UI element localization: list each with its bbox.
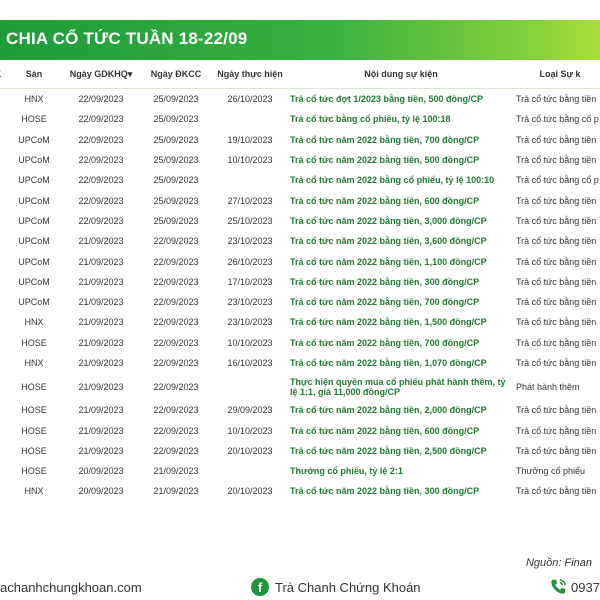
table-row[interactable]	[0, 190, 600, 210]
cell-ex-date: 21/09/2023	[78, 297, 124, 308]
cell-event-type: Trả cổ tức bằng tiền	[516, 358, 597, 368]
cell-event-type: Trả cổ tức bằng tiền	[516, 134, 597, 145]
cell-event-content: Trả cổ tức năm 2022 bằng tiền, 2,000 đồng/CP	[290, 405, 487, 416]
cell-exchange: HOSE	[21, 425, 47, 436]
cell-ex-date: 21/09/2023	[78, 358, 124, 368]
table-row[interactable]	[0, 109, 600, 129]
table-row[interactable]	[0, 420, 600, 440]
cell-exchange: UPCoM	[18, 236, 50, 247]
cell-event-type: Trả cổ tức bằng tiền	[516, 486, 597, 497]
cell-record-date: 22/09/2023	[153, 297, 199, 308]
cell-pay-date	[212, 109, 288, 129]
cell-exchange: UPCoM	[18, 175, 50, 186]
table-row[interactable]	[0, 170, 600, 190]
cell-ex-date: 20/09/2023	[78, 486, 124, 497]
cell-pay-date: 10/10/2023	[227, 425, 273, 436]
cell-ex-date: 22/09/2023	[78, 94, 124, 105]
cell-ex-date: 21/09/2023	[78, 276, 124, 287]
cell-event-type: Trả cổ tức bằng tiền	[516, 155, 597, 166]
facebook-icon: f	[251, 578, 269, 596]
table-row[interactable]	[0, 373, 600, 400]
cell-record-date: 25/09/2023	[153, 195, 199, 206]
cell-pay-date: 26/10/2023	[227, 256, 273, 267]
table-body	[0, 89, 600, 502]
cell-event-type: Trả cổ tức bằng tiền	[516, 276, 597, 287]
cell-ex-date: 21/09/2023	[78, 317, 124, 328]
cell-event-content: Trả cổ tức năm 2022 bằng tiền, 1,070 đồng/CP	[290, 358, 487, 368]
cell-event-type: Trả cổ tức bằng tiền	[516, 405, 597, 416]
table-row[interactable]	[0, 130, 600, 150]
cell-event-content: Trả cổ tức năm 2022 bằng tiền, 600 đồng/CP	[290, 425, 480, 436]
cell-ex-date: 22/09/2023	[78, 195, 124, 206]
cell-exchange: HOSE	[21, 445, 47, 456]
table-row[interactable]	[0, 481, 600, 501]
source-note: Nguồn: Finan	[525, 557, 592, 569]
cell-event-content: Trả cổ tức năm 2022 bằng tiền, 700 đồng/CP	[290, 134, 480, 145]
cell-record-date: 22/09/2023	[153, 358, 199, 368]
cell-event-content: Trả cổ tức năm 2022 bằng tiền, 300 đồng/CP	[290, 486, 480, 497]
cell-ex-date: 21/09/2023	[78, 425, 124, 436]
cell-event-type: Trả cổ tức bằng cổ p	[516, 175, 599, 186]
cell-exchange: UPCoM	[18, 155, 50, 166]
cell-exchange: HNX	[24, 358, 44, 368]
table-row[interactable]	[0, 251, 600, 271]
table-row[interactable]	[0, 150, 600, 170]
cell-pay-date: 10/10/2023	[227, 155, 273, 166]
header-ex-date[interactable]: Ngày GDKHQ▾	[62, 60, 140, 89]
cell-exchange: HOSE	[21, 381, 47, 392]
header-event-content: Nội dung sự kiện	[288, 60, 514, 89]
cell-ex-date: 22/09/2023	[78, 134, 124, 145]
header-pay-date: Ngày thực hiện	[212, 60, 288, 89]
header-event-type: Loại Sự k	[514, 60, 600, 89]
cell-record-date: 22/09/2023	[153, 236, 199, 247]
cell-event-type: Trả cổ tức bằng tiền	[516, 236, 597, 247]
table-row[interactable]	[0, 461, 600, 481]
cell-pay-date: 20/10/2023	[227, 486, 273, 497]
cell-record-date: 25/09/2023	[153, 114, 199, 125]
cell-event-content: Trả cổ tức năm 2022 bằng tiền, 500 đồng/CP	[290, 155, 480, 166]
cell-pay-date	[212, 461, 288, 481]
cell-ex-date: 22/09/2023	[78, 114, 124, 125]
cell-record-date: 22/09/2023	[153, 276, 199, 287]
cell-record-date: 25/09/2023	[153, 134, 199, 145]
cell-pay-date: 20/10/2023	[227, 445, 273, 456]
cell-ex-date: 21/09/2023	[78, 337, 124, 348]
cell-event-type: Trả cổ tức bằng tiền	[516, 317, 597, 328]
table-row[interactable]	[0, 89, 600, 110]
cell-pay-date: 16/10/2023	[227, 358, 273, 368]
cell-event-content: Trả cổ tức đợt 1/2023 bằng tiền, 500 đồng/CP	[290, 94, 483, 105]
cell-event-type: Trả cổ tức bằng tiền	[516, 337, 597, 348]
cell-record-date: 22/09/2023	[153, 425, 199, 436]
cell-event-type: Trả cổ tức bằng tiền	[516, 445, 597, 456]
cell-event-content: Trả cổ tức năm 2022 bằng tiền, 2,500 đồng/CP	[290, 445, 487, 456]
cell-event-content: Trả cổ tức năm 2022 bằng tiền, 700 đồng/CP	[290, 337, 480, 348]
cell-event-content: Trả cổ tức năm 2022 bằng cổ phiếu, tỷ lệ 100:10	[290, 175, 495, 186]
cell-record-date: 22/09/2023	[153, 337, 199, 348]
cell-ex-date: 21/09/2023	[78, 405, 124, 416]
table-row[interactable]	[0, 400, 600, 420]
cell-event-type: Trả cổ tức bằng tiền	[516, 195, 597, 206]
cell-exchange: HOSE	[21, 114, 47, 125]
table-row[interactable]	[0, 441, 600, 461]
cell-record-date: 25/09/2023	[153, 175, 199, 186]
cell-pay-date: 29/09/2023	[227, 405, 273, 416]
cell-exchange: HOSE	[21, 337, 47, 348]
cell-ex-date: 21/09/2023	[78, 236, 124, 247]
cell-event-type: Trả cổ tức bằng cổ p	[516, 114, 599, 125]
cell-event-type: Thưởng cổ phiếu	[516, 466, 585, 477]
cell-pay-date: 19/10/2023	[227, 134, 273, 145]
cell-event-type: Trả cổ tức bằng tiền	[516, 215, 597, 226]
table-row[interactable]	[0, 312, 600, 332]
cell-record-date: 25/09/2023	[153, 215, 199, 226]
cell-record-date: 21/09/2023	[153, 486, 199, 497]
cell-ex-date: 21/09/2023	[78, 256, 124, 267]
cell-pay-date: 26/10/2023	[227, 94, 273, 105]
cell-ex-date: 21/09/2023	[78, 381, 124, 392]
title-banner	[0, 20, 600, 60]
cell-exchange: UPCoM	[18, 134, 50, 145]
cell-ex-date: 22/09/2023	[78, 155, 124, 166]
cell-event-type: Phát hành thêm	[516, 381, 580, 392]
cell-event-content: Trả cổ tức năm 2022 bằng tiền, 600 đồng/CP	[290, 195, 480, 206]
cell-ex-date: 22/09/2023	[78, 215, 124, 226]
cell-exchange: UPCoM	[18, 256, 50, 267]
cell-event-content: Thực hiện quyền mua cổ phiếu phát hành thêm, tỷ lệ 1:1, giá 11,000 đồng/CP	[290, 376, 506, 397]
cell-pay-date: 23/10/2023	[227, 297, 273, 308]
footer	[0, 575, 600, 600]
cell-exchange: HOSE	[21, 466, 47, 477]
dividend-table-wrapper	[0, 60, 600, 502]
cell-event-type: Trả cổ tức bằng tiền	[516, 425, 597, 436]
table-row[interactable]	[0, 333, 600, 353]
cell-exchange: HNX	[24, 317, 44, 328]
cell-event-content: Trả cổ tức bằng cổ phiếu, tỷ lệ 100:18	[290, 114, 451, 125]
footer-facebook-link[interactable]: Trà Chanh Chứng Khoán	[275, 580, 421, 595]
cell-pay-date: 23/10/2023	[227, 317, 273, 328]
cell-exchange: HNX	[24, 486, 44, 497]
cell-pay-date	[212, 373, 288, 400]
cell-pay-date: 27/10/2023	[227, 195, 273, 206]
cell-pay-date: 17/10/2023	[227, 276, 273, 287]
cell-event-content: Trả cổ tức năm 2022 bằng tiền, 700 đồng/CP	[290, 297, 480, 308]
cell-event-content: Trả cổ tức năm 2022 bằng tiền, 1,100 đồng/CP	[290, 256, 487, 267]
cell-record-date: 22/09/2023	[153, 381, 199, 392]
cell-record-date: 25/09/2023	[153, 155, 199, 166]
cell-pay-date	[212, 170, 288, 190]
cell-event-type: Trả cổ tức bằng tiền	[516, 256, 597, 267]
cell-event-type: Trả cổ tức bằng tiền	[516, 94, 597, 105]
cell-event-content: Trả cổ tức năm 2022 bằng tiền, 300 đồng/CP	[290, 276, 480, 287]
cell-record-date: 22/09/2023	[153, 445, 199, 456]
cell-ex-date: 21/09/2023	[78, 445, 124, 456]
cell-exchange: HOSE	[21, 405, 47, 416]
cell-event-type: Trả cổ tức bằng tiền	[516, 297, 597, 308]
cell-ex-date: 20/09/2023	[78, 466, 124, 477]
table-row[interactable]	[0, 231, 600, 251]
footer-website-link[interactable]: achanhchungkhoan.com	[0, 580, 142, 595]
table-row[interactable]	[0, 211, 600, 231]
header-exchange: Sàn	[6, 60, 62, 89]
table-row[interactable]	[0, 292, 600, 312]
cell-event-content: Trả cổ tức năm 2022 bằng tiền, 1,500 đồng/CP	[290, 317, 487, 328]
cell-record-date: 21/09/2023	[153, 466, 199, 477]
cell-exchange: UPCoM	[18, 276, 50, 287]
table-row[interactable]	[0, 272, 600, 292]
cell-event-content: Trả cổ tức năm 2022 bằng tiền, 3,600 đồng/CP	[290, 236, 487, 247]
cell-record-date: 22/09/2023	[153, 256, 199, 267]
cell-ex-date: 22/09/2023	[78, 175, 124, 186]
cell-exchange: UPCoM	[18, 195, 50, 206]
cell-event-content: Trả cổ tức năm 2022 bằng tiền, 3,000 đồng/CP	[290, 215, 487, 226]
cell-exchange: UPCoM	[18, 297, 50, 308]
footer-phone[interactable]: 0937	[571, 580, 600, 595]
dividend-table	[0, 60, 600, 502]
cell-event-content: Thưởng cổ phiếu, tỷ lệ 2:1	[290, 466, 403, 477]
cell-record-date: 25/09/2023	[153, 94, 199, 105]
cell-pay-date: 10/10/2023	[227, 337, 273, 348]
cell-record-date: 22/09/2023	[153, 405, 199, 416]
phone-icon	[549, 578, 567, 596]
table-header-row	[0, 60, 600, 89]
cell-pay-date: 25/10/2023	[227, 215, 273, 226]
table-row[interactable]	[0, 353, 600, 373]
header-record-date: Ngày ĐKCC	[140, 60, 212, 89]
cell-exchange: UPCoM	[18, 215, 50, 226]
cell-exchange: HNX	[24, 94, 44, 105]
cell-record-date: 22/09/2023	[153, 317, 199, 328]
cell-pay-date: 23/10/2023	[227, 236, 273, 247]
page-title: CHIA CỔ TỨC TUẦN 18-22/09	[6, 29, 248, 48]
